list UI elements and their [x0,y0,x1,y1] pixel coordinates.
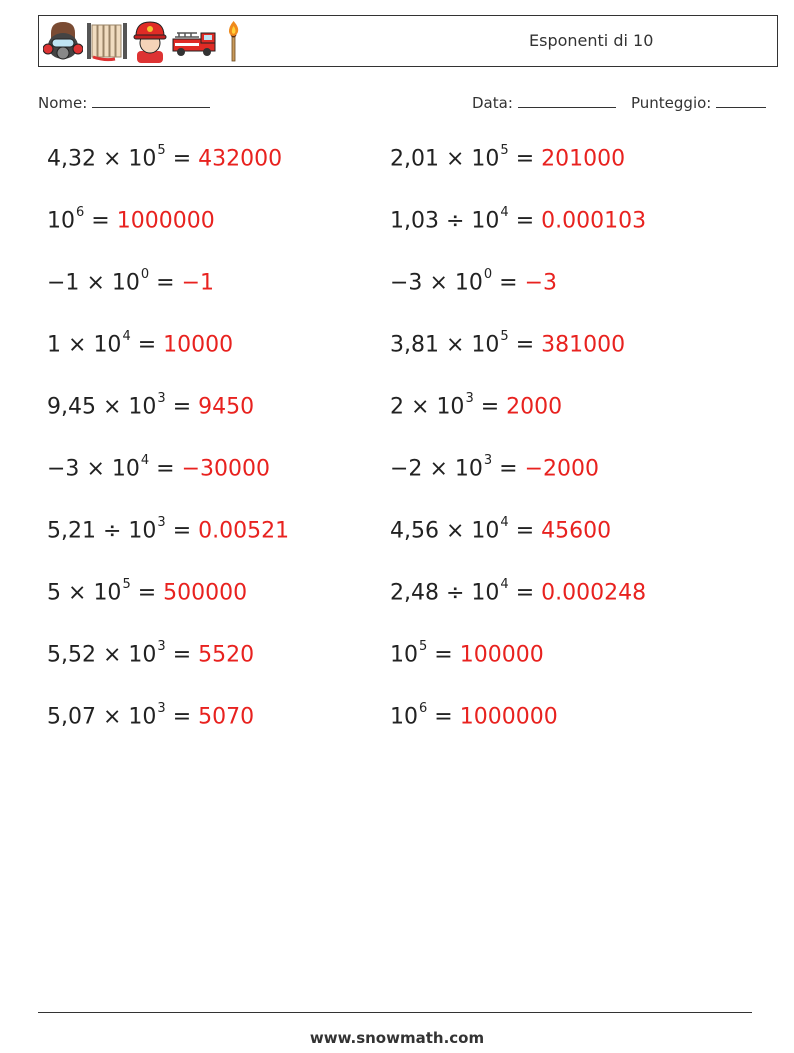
problem-operator: × [445,332,465,358]
problem-item [390,639,544,668]
problem-answer: −2000 [524,456,600,482]
problem-item [390,453,600,482]
date-field [472,93,616,112]
problem-ten: 10 [454,456,483,482]
problem-exponent: 5 [419,639,428,654]
problem-item [390,205,647,234]
page-title: Esponenti di 10 [529,31,654,50]
problem-exponent: 0 [140,267,150,282]
problem-ten: 10 [390,704,418,730]
problem-equals: = [515,518,535,544]
problem-exponent: 3 [157,639,166,654]
problem-equals: = [91,208,110,234]
problem-exponent: 4 [500,577,509,592]
problem-equals: = [480,394,500,420]
problem-operator: ÷ [445,208,465,234]
fire-hose-icon [85,19,129,63]
problem-answer: 500000 [163,580,248,606]
date-blank [518,93,616,108]
problem-operator: ÷ [445,580,465,606]
problem-item [47,701,255,730]
problem-equals: = [515,332,535,358]
problem-ten: 10 [93,580,122,606]
problem-exponent: 0 [483,267,493,282]
problem-ten: 10 [471,580,500,606]
problem-item [47,205,215,234]
problem-answer: 201000 [541,146,626,172]
problem-ten: 10 [436,394,465,420]
problem-exponent: 6 [76,205,85,220]
problem-answer: 1000000 [116,208,215,234]
problem-base: −2 [390,456,423,482]
problem-answer: 10000 [163,332,234,358]
problem-answer: 100000 [459,642,544,668]
problem-item [47,577,248,606]
fire-truck-icon [171,19,217,63]
problem-base: 4,56 [390,518,439,544]
problem-exponent: 5 [157,143,166,158]
problem-operator: × [102,642,122,668]
problem-item [390,391,563,420]
problem-item [47,639,255,668]
problem-base: 2,48 [390,580,439,606]
problem-ten: 10 [471,208,500,234]
problem-equals: = [172,518,192,544]
header-box [38,15,778,67]
problem-answer: 432000 [198,146,283,172]
problem-operator: × [445,146,465,172]
problem-item [47,453,271,482]
footer-url: www.snowmath.com [309,1029,485,1047]
problem-equals: = [172,642,192,668]
problem-ten: 10 [128,704,157,730]
problem-answer: 381000 [541,332,626,358]
problem-ten: 10 [128,394,157,420]
problem-ten: 10 [454,270,483,296]
problem-operator: × [86,270,105,296]
problem-item [47,515,290,544]
problem-exponent: 4 [500,205,509,220]
problem-ten: 10 [111,456,140,482]
problem-equals: = [172,394,192,420]
problem-operator: × [429,456,448,482]
problem-exponent: 3 [157,701,166,716]
problem-equals: = [172,704,192,730]
firefighter-icon [131,19,169,63]
problem-operator: × [102,394,122,420]
problem-exponent: 4 [500,515,509,530]
problem-ten: 10 [471,518,500,544]
problem-ten: 10 [471,146,500,172]
name-blank [92,93,210,108]
problem-base: 3,81 [390,332,439,358]
problem-answer: 2000 [506,394,563,420]
name-field [38,93,210,112]
problem-item [47,329,234,358]
problem-item [390,329,626,358]
score-blank [716,93,766,108]
problem-operator: × [102,146,122,172]
problem-exponent: 4 [140,453,150,468]
problem-exponent: 5 [122,577,131,592]
problem-item [47,143,283,172]
problem-exponent: 3 [157,515,166,530]
problem-ten: 10 [47,208,75,234]
problem-answer: 9450 [198,394,255,420]
name-label: Nome: [38,94,88,112]
problem-operator: × [68,332,87,358]
problem-base: 5,21 [47,518,96,544]
problem-exponent: 5 [500,143,509,158]
problem-item [47,391,255,420]
problem-answer: 1000000 [459,704,558,730]
problem-operator: × [86,456,105,482]
gas-mask-icon [43,19,83,63]
problem-equals: = [499,456,518,482]
problem-item [390,515,612,544]
problem-item [390,701,558,730]
problem-equals: = [434,642,453,668]
problem-equals: = [515,580,535,606]
problem-base: 4,32 [47,146,96,172]
problem-base: −1 [47,270,80,296]
problem-ten: 10 [111,270,140,296]
problem-base: −3 [390,270,423,296]
problem-base: 9,45 [47,394,96,420]
score-field [631,93,766,112]
problem-ten: 10 [128,146,157,172]
date-label: Data: [472,94,513,112]
problem-answer: 0.000248 [541,580,647,606]
problem-base: 5 [47,580,61,606]
problem-equals: = [137,332,157,358]
problem-ten: 10 [390,642,418,668]
problem-equals: = [515,146,535,172]
problem-equals: = [156,270,175,296]
problem-equals: = [515,208,535,234]
footer-divider [38,1012,752,1013]
problem-equals: = [156,456,175,482]
problem-base: 5,52 [47,642,96,668]
problem-ten: 10 [93,332,122,358]
problem-equals: = [137,580,157,606]
problem-equals: = [434,704,453,730]
score-label: Punteggio: [631,94,712,112]
problem-answer: −3 [524,270,558,296]
problem-ten: 10 [128,642,157,668]
problem-answer: 5520 [198,642,255,668]
problem-exponent: 4 [122,329,131,344]
problem-exponent: 3 [465,391,474,406]
problem-base: 1 [47,332,61,358]
problem-operator: × [102,704,122,730]
problem-item [47,267,215,296]
problem-base: 1,03 [390,208,439,234]
problem-exponent: 3 [483,453,493,468]
problem-equals: = [499,270,518,296]
problem-base: 5,07 [47,704,96,730]
problem-item [390,143,626,172]
problem-item [390,577,647,606]
problem-answer: 0.00521 [198,518,290,544]
problem-answer: 5070 [198,704,255,730]
problem-exponent: 3 [157,391,166,406]
problem-answer: 45600 [541,518,612,544]
problem-answer: −1 [181,270,215,296]
problem-exponent: 6 [419,701,428,716]
problem-equals: = [172,146,192,172]
problem-exponent: 5 [500,329,509,344]
problem-ten: 10 [471,332,500,358]
problem-answer: −30000 [181,456,271,482]
problem-base: 2,01 [390,146,439,172]
problem-operator: × [68,580,87,606]
problem-operator: × [445,518,465,544]
problem-answer: 0.000103 [541,208,647,234]
match-icon [219,19,249,63]
problem-operator: ÷ [102,518,122,544]
problem-operator: × [429,270,448,296]
problem-ten: 10 [128,518,157,544]
problem-base: 2 [390,394,404,420]
problem-operator: × [411,394,430,420]
problem-base: −3 [47,456,80,482]
problem-item [390,267,558,296]
header-icons [43,18,249,64]
